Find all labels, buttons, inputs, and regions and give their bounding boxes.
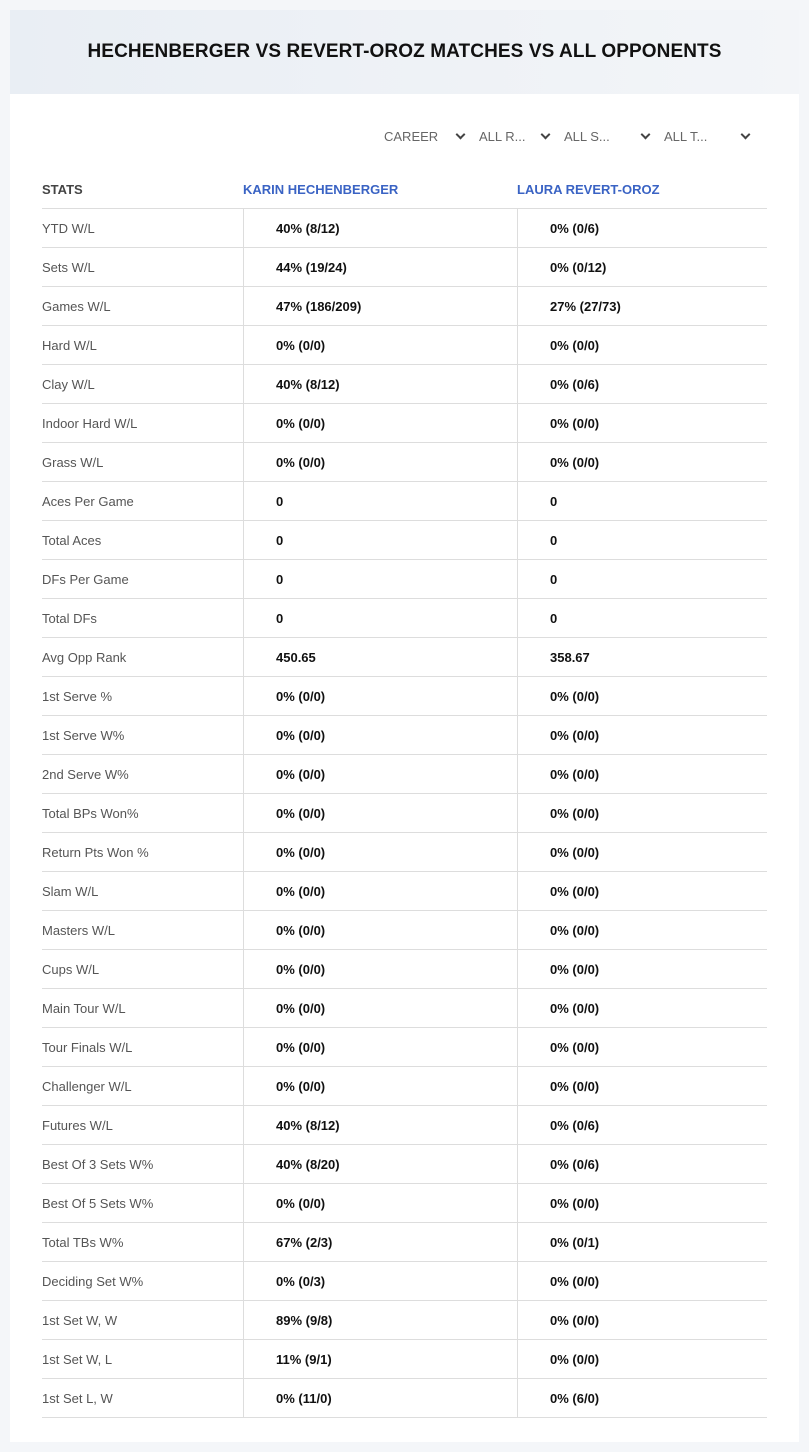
player2-value: 0% (0/1) [517, 1223, 767, 1261]
tournament-select[interactable] [649, 124, 749, 148]
table-row [42, 443, 767, 482]
player2-value: 0% (0/0) [517, 1184, 767, 1222]
player1-value: 0% (0/0) [243, 1184, 517, 1222]
stat-label: Grass W/L [42, 454, 104, 470]
stat-label: Futures W/L [42, 1117, 113, 1133]
stat-label: Indoor Hard W/L [42, 415, 138, 431]
player2-value: 0 [517, 560, 767, 598]
player2-value: 27% (27/73) [517, 287, 767, 325]
stat-label: Total TBs W% [42, 1234, 124, 1250]
player1-value: 0% (0/0) [243, 833, 517, 871]
player1-value: 0% (0/0) [243, 872, 517, 910]
player2-value: 0% (0/6) [517, 209, 767, 247]
player2-value: 0% (0/6) [517, 1145, 767, 1183]
table-row [42, 482, 767, 521]
player2-value: 0% (0/0) [517, 1301, 767, 1339]
player2-value: 0 [517, 482, 767, 520]
table-row [42, 1301, 767, 1340]
player1-value: 0% (0/0) [243, 755, 517, 793]
stat-label: 2nd Serve W% [42, 766, 129, 782]
player1-value: 0% (0/0) [243, 404, 517, 442]
stats-card [10, 10, 799, 1442]
round-select-value: ALL R... [479, 128, 526, 144]
table-row [42, 248, 767, 287]
stat-label: Avg Opp Rank [42, 649, 127, 665]
table-row [42, 1340, 767, 1379]
player1-value: 47% (186/209) [243, 287, 517, 325]
table-row [42, 1184, 767, 1223]
table-row [42, 794, 767, 833]
player2-value: 0% (0/0) [517, 1028, 767, 1066]
stat-label: Clay W/L [42, 376, 95, 392]
stat-label: Best Of 5 Sets W% [42, 1195, 154, 1211]
period-select-value: CAREER [384, 128, 439, 144]
stat-label: 1st Set W, L [42, 1351, 113, 1367]
player1-value: 40% (8/12) [243, 1106, 517, 1144]
table-header [42, 170, 767, 209]
table-row [42, 1067, 767, 1106]
stat-label: Return Pts Won % [42, 844, 149, 860]
stat-label: Sets W/L [42, 259, 95, 275]
table-row [42, 716, 767, 755]
player1-value: 0% (0/0) [243, 677, 517, 715]
filter-bar [384, 124, 749, 148]
player2-value: 0% (0/6) [517, 1106, 767, 1144]
stats-table [42, 170, 767, 1418]
player1-value: 40% (8/12) [243, 365, 517, 403]
player2-value: 0% (0/12) [517, 248, 767, 286]
player2-value: 0% (0/0) [517, 1340, 767, 1378]
stat-label: Slam W/L [42, 883, 99, 899]
player1-value: 0% (0/0) [243, 443, 517, 481]
table-row [42, 521, 767, 560]
table-row [42, 365, 767, 404]
stat-label: Total Aces [42, 532, 102, 548]
table-row [42, 1379, 767, 1418]
table-row [42, 1223, 767, 1262]
table-row [42, 872, 767, 911]
table-body [42, 209, 767, 1418]
stat-label: Challenger W/L [42, 1078, 132, 1094]
player2-value: 0% (0/0) [517, 872, 767, 910]
table-row [42, 677, 767, 716]
stat-label: 1st Set W, W [42, 1312, 118, 1328]
round-select[interactable] [464, 124, 549, 148]
table-row [42, 911, 767, 950]
table-row [42, 989, 767, 1028]
table-row [42, 599, 767, 638]
player2-value: 0% (0/0) [517, 950, 767, 988]
table-row [42, 1145, 767, 1184]
stat-label: Best Of 3 Sets W% [42, 1156, 154, 1172]
table-row [42, 755, 767, 794]
table-row [42, 1106, 767, 1145]
player2-value: 358.67 [517, 638, 767, 676]
player2-value: 0% (0/0) [517, 404, 767, 442]
period-select[interactable] [384, 124, 464, 148]
player1-value: 67% (2/3) [243, 1223, 517, 1261]
stat-label: Total DFs [42, 610, 97, 626]
player1-value: 0% (0/0) [243, 911, 517, 949]
table-row [42, 1262, 767, 1301]
player2-value: 0% (0/0) [517, 443, 767, 481]
player2-value: 0 [517, 521, 767, 559]
table-row [42, 560, 767, 599]
player1-value: 0% (11/0) [243, 1379, 517, 1417]
player1-link[interactable]: KARIN HECHENBERGER [243, 181, 399, 197]
player2-value: 0% (0/6) [517, 365, 767, 403]
stat-label: DFs Per Game [42, 571, 129, 587]
player1-value: 0% (0/0) [243, 716, 517, 754]
stat-label: Aces Per Game [42, 493, 134, 509]
player1-value: 40% (8/20) [243, 1145, 517, 1183]
player1-value: 0 [243, 482, 517, 520]
stat-label: Main Tour W/L [42, 1000, 126, 1016]
player1-value: 11% (9/1) [243, 1340, 517, 1378]
player1-value: 40% (8/12) [243, 209, 517, 247]
stat-label: Hard W/L [42, 337, 97, 353]
player1-value: 0% (0/0) [243, 326, 517, 364]
player2-value: 0% (0/0) [517, 833, 767, 871]
player1-value: 0% (0/0) [243, 794, 517, 832]
player1-value: 0% (0/0) [243, 1028, 517, 1066]
table-row [42, 209, 767, 248]
player1-value: 450.65 [243, 638, 517, 676]
tournament-select-value: ALL T... [664, 128, 708, 144]
stat-label: Total BPs Won% [42, 805, 139, 821]
stat-label: 1st Serve W% [42, 727, 125, 743]
stat-label: Deciding Set W% [42, 1273, 144, 1289]
player1-value: 44% (19/24) [243, 248, 517, 286]
stat-label: Tour Finals W/L [42, 1039, 133, 1055]
player1-value: 0% (0/3) [243, 1262, 517, 1300]
stat-label: Games W/L [42, 298, 111, 314]
player2-value: 0% (0/0) [517, 989, 767, 1027]
stat-label: 1st Serve % [42, 688, 113, 704]
stat-label: 1st Set L, W [42, 1390, 113, 1406]
player1-value: 0% (0/0) [243, 989, 517, 1027]
chevron-down-icon [741, 130, 751, 140]
table-row [42, 1028, 767, 1067]
table-row [42, 326, 767, 365]
stats-column-header: STATS [42, 181, 83, 197]
table-row [42, 287, 767, 326]
table-row [42, 638, 767, 677]
player2-value: 0 [517, 599, 767, 637]
table-row [42, 950, 767, 989]
player2-value: 0% (0/0) [517, 677, 767, 715]
stat-label: Cups W/L [42, 961, 100, 977]
player2-value: 0% (0/0) [517, 755, 767, 793]
player1-value: 0 [243, 521, 517, 559]
surface-select-value: ALL S... [564, 128, 610, 144]
surface-select[interactable] [549, 124, 649, 148]
stat-label: Masters W/L [42, 922, 115, 938]
page-title: HECHENBERGER VS REVERT-OROZ MATCHES VS ALL OPPONENTS [87, 41, 722, 62]
table-row [42, 833, 767, 872]
table-row [42, 404, 767, 443]
player2-link[interactable]: LAURA REVERT-OROZ [517, 181, 660, 197]
player2-value: 0% (0/0) [517, 716, 767, 754]
player1-value: 0% (0/0) [243, 1067, 517, 1105]
player2-value: 0% (0/0) [517, 911, 767, 949]
player1-value: 0 [243, 599, 517, 637]
player2-value: 0% (0/0) [517, 1262, 767, 1300]
player2-value: 0% (6/0) [517, 1379, 767, 1417]
header [10, 10, 799, 94]
stat-label: YTD W/L [42, 220, 95, 236]
player2-value: 0% (0/0) [517, 794, 767, 832]
player2-value: 0% (0/0) [517, 326, 767, 364]
player1-value: 0 [243, 560, 517, 598]
player2-value: 0% (0/0) [517, 1067, 767, 1105]
player1-value: 89% (9/8) [243, 1301, 517, 1339]
player1-value: 0% (0/0) [243, 950, 517, 988]
